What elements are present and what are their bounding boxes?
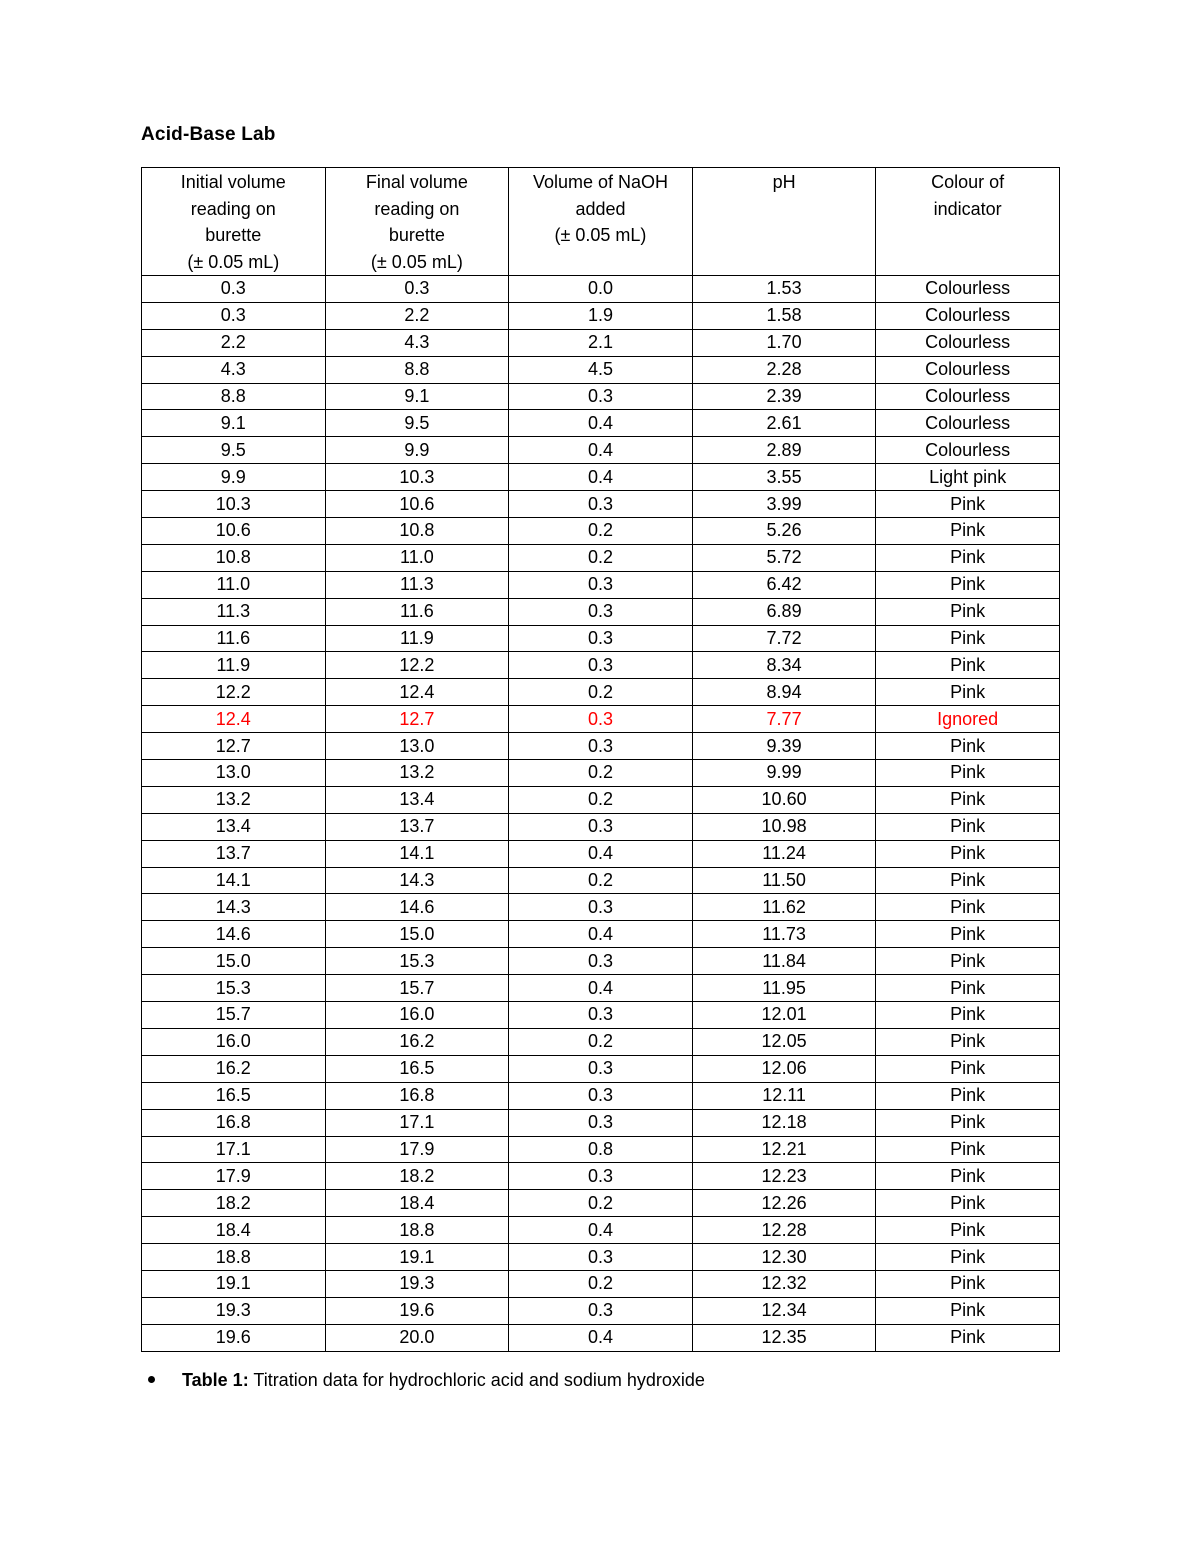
naoh-volume-cell: 0.3 bbox=[509, 652, 693, 679]
final-volume-cell: 14.3 bbox=[325, 867, 509, 894]
ph-cell: 11.73 bbox=[692, 921, 876, 948]
table-row bbox=[142, 975, 1060, 1002]
final-volume-cell: 19.1 bbox=[325, 1244, 509, 1271]
naoh-volume-cell: 0.3 bbox=[509, 1055, 693, 1082]
table-row bbox=[142, 1082, 1060, 1109]
indicator-colour-cell: Pink bbox=[876, 1244, 1060, 1271]
ph-cell: 12.32 bbox=[692, 1270, 876, 1297]
initial-volume-cell: 13.2 bbox=[142, 786, 326, 813]
final-volume-cell: 14.1 bbox=[325, 840, 509, 867]
table-row bbox=[142, 1217, 1060, 1244]
ph-cell: 9.39 bbox=[692, 733, 876, 760]
indicator-colour-cell: Light pink bbox=[876, 464, 1060, 491]
initial-volume-cell: 14.6 bbox=[142, 921, 326, 948]
table-row bbox=[142, 867, 1060, 894]
initial-volume-cell: 16.8 bbox=[142, 1109, 326, 1136]
ph-cell: 6.42 bbox=[692, 571, 876, 598]
naoh-volume-cell: 0.3 bbox=[509, 948, 693, 975]
ph-cell: 12.01 bbox=[692, 1002, 876, 1029]
caption-text: Titration data for hydrochloric acid and sodium hydroxide bbox=[248, 1370, 705, 1390]
page-title: Acid-Base Lab bbox=[141, 124, 276, 145]
indicator-colour-cell: Pink bbox=[876, 625, 1060, 652]
indicator-colour-cell: Ignored bbox=[876, 706, 1060, 733]
indicator-colour-cell: Pink bbox=[876, 652, 1060, 679]
ph-cell: 12.18 bbox=[692, 1109, 876, 1136]
table-row bbox=[142, 464, 1060, 491]
table-row bbox=[142, 437, 1060, 464]
final-volume-cell: 16.5 bbox=[325, 1055, 509, 1082]
initial-volume-cell: 0.3 bbox=[142, 302, 326, 329]
table-row bbox=[142, 786, 1060, 813]
ph-cell: 12.26 bbox=[692, 1190, 876, 1217]
ph-cell: 12.11 bbox=[692, 1082, 876, 1109]
indicator-colour-cell: Colourless bbox=[876, 383, 1060, 410]
final-volume-cell: 11.0 bbox=[325, 544, 509, 571]
naoh-volume-cell: 1.9 bbox=[509, 302, 693, 329]
table-row bbox=[142, 652, 1060, 679]
indicator-colour-cell: Colourless bbox=[876, 410, 1060, 437]
ph-cell: 9.99 bbox=[692, 760, 876, 787]
table-row bbox=[142, 625, 1060, 652]
final-volume-cell: 13.4 bbox=[325, 786, 509, 813]
table-row bbox=[142, 813, 1060, 840]
table-row bbox=[142, 302, 1060, 329]
ph-cell: 1.53 bbox=[692, 276, 876, 303]
final-volume-cell: 18.4 bbox=[325, 1190, 509, 1217]
final-volume-cell: 13.2 bbox=[325, 760, 509, 787]
initial-volume-cell: 16.5 bbox=[142, 1082, 326, 1109]
indicator-colour-cell: Pink bbox=[876, 544, 1060, 571]
table-row bbox=[142, 1270, 1060, 1297]
table-row bbox=[142, 491, 1060, 518]
indicator-colour-cell: Pink bbox=[876, 1324, 1060, 1351]
naoh-volume-cell: 0.4 bbox=[509, 975, 693, 1002]
naoh-volume-cell: 0.0 bbox=[509, 276, 693, 303]
naoh-volume-cell: 0.3 bbox=[509, 1297, 693, 1324]
naoh-volume-cell: 0.3 bbox=[509, 813, 693, 840]
table-row bbox=[142, 1190, 1060, 1217]
ph-cell: 7.77 bbox=[692, 706, 876, 733]
final-volume-cell: 8.8 bbox=[325, 356, 509, 383]
indicator-colour-cell: Pink bbox=[876, 1217, 1060, 1244]
final-volume-cell: 18.8 bbox=[325, 1217, 509, 1244]
final-volume-cell: 2.2 bbox=[325, 302, 509, 329]
ph-cell: 11.24 bbox=[692, 840, 876, 867]
indicator-colour-cell: Pink bbox=[876, 1002, 1060, 1029]
table-row bbox=[142, 1324, 1060, 1351]
final-volume-cell: 16.8 bbox=[325, 1082, 509, 1109]
initial-volume-cell: 15.3 bbox=[142, 975, 326, 1002]
naoh-volume-cell: 0.2 bbox=[509, 518, 693, 545]
final-volume-cell: 15.7 bbox=[325, 975, 509, 1002]
final-volume-cell: 9.1 bbox=[325, 383, 509, 410]
initial-volume-cell: 9.9 bbox=[142, 464, 326, 491]
indicator-colour-cell: Pink bbox=[876, 571, 1060, 598]
naoh-volume-cell: 0.4 bbox=[509, 921, 693, 948]
indicator-colour-cell: Pink bbox=[876, 1082, 1060, 1109]
indicator-colour-cell: Pink bbox=[876, 760, 1060, 787]
indicator-colour-cell: Colourless bbox=[876, 356, 1060, 383]
naoh-volume-cell: 0.3 bbox=[509, 1082, 693, 1109]
table-row bbox=[142, 1297, 1060, 1324]
indicator-colour-cell: Pink bbox=[876, 518, 1060, 545]
naoh-volume-cell: 0.3 bbox=[509, 598, 693, 625]
table-row bbox=[142, 598, 1060, 625]
initial-volume-cell: 14.1 bbox=[142, 867, 326, 894]
initial-volume-cell: 11.6 bbox=[142, 625, 326, 652]
final-volume-cell: 16.2 bbox=[325, 1028, 509, 1055]
indicator-colour-cell: Pink bbox=[876, 1136, 1060, 1163]
indicator-colour-cell: Pink bbox=[876, 1297, 1060, 1324]
table-row bbox=[142, 760, 1060, 787]
naoh-volume-cell: 2.1 bbox=[509, 329, 693, 356]
naoh-volume-cell: 0.3 bbox=[509, 706, 693, 733]
header-indicator-colour: Colour of indicator bbox=[876, 168, 1060, 276]
table-row bbox=[142, 1163, 1060, 1190]
header-final-volume: Final volume reading on burette (± 0.05 mL) bbox=[325, 168, 509, 276]
final-volume-cell: 13.7 bbox=[325, 813, 509, 840]
indicator-colour-cell: Pink bbox=[876, 598, 1060, 625]
final-volume-cell: 16.0 bbox=[325, 1002, 509, 1029]
final-volume-cell: 19.6 bbox=[325, 1297, 509, 1324]
ph-cell: 2.39 bbox=[692, 383, 876, 410]
final-volume-cell: 13.0 bbox=[325, 733, 509, 760]
ph-cell: 12.05 bbox=[692, 1028, 876, 1055]
final-volume-cell: 12.4 bbox=[325, 679, 509, 706]
ph-cell: 2.28 bbox=[692, 356, 876, 383]
table-header-row bbox=[142, 168, 1060, 276]
ph-cell: 12.30 bbox=[692, 1244, 876, 1271]
initial-volume-cell: 4.3 bbox=[142, 356, 326, 383]
final-volume-cell: 11.9 bbox=[325, 625, 509, 652]
table-row bbox=[142, 1002, 1060, 1029]
naoh-volume-cell: 0.2 bbox=[509, 786, 693, 813]
initial-volume-cell: 19.6 bbox=[142, 1324, 326, 1351]
ph-cell: 11.62 bbox=[692, 894, 876, 921]
initial-volume-cell: 12.4 bbox=[142, 706, 326, 733]
final-volume-cell: 14.6 bbox=[325, 894, 509, 921]
initial-volume-cell: 16.2 bbox=[142, 1055, 326, 1082]
initial-volume-cell: 13.0 bbox=[142, 760, 326, 787]
final-volume-cell: 10.3 bbox=[325, 464, 509, 491]
naoh-volume-cell: 0.4 bbox=[509, 1324, 693, 1351]
final-volume-cell: 12.7 bbox=[325, 706, 509, 733]
naoh-volume-cell: 0.2 bbox=[509, 760, 693, 787]
ph-cell: 6.89 bbox=[692, 598, 876, 625]
initial-volume-cell: 11.0 bbox=[142, 571, 326, 598]
indicator-colour-cell: Pink bbox=[876, 1055, 1060, 1082]
naoh-volume-cell: 0.2 bbox=[509, 544, 693, 571]
ph-cell: 2.61 bbox=[692, 410, 876, 437]
initial-volume-cell: 18.8 bbox=[142, 1244, 326, 1271]
initial-volume-cell: 19.3 bbox=[142, 1297, 326, 1324]
ph-cell: 8.94 bbox=[692, 679, 876, 706]
indicator-colour-cell: Pink bbox=[876, 894, 1060, 921]
ph-cell: 11.95 bbox=[692, 975, 876, 1002]
ph-cell: 12.28 bbox=[692, 1217, 876, 1244]
initial-volume-cell: 19.1 bbox=[142, 1270, 326, 1297]
initial-volume-cell: 11.3 bbox=[142, 598, 326, 625]
table-row bbox=[142, 733, 1060, 760]
final-volume-cell: 20.0 bbox=[325, 1324, 509, 1351]
indicator-colour-cell: Colourless bbox=[876, 437, 1060, 464]
initial-volume-cell: 18.4 bbox=[142, 1217, 326, 1244]
naoh-volume-cell: 0.3 bbox=[509, 571, 693, 598]
initial-volume-cell: 10.3 bbox=[142, 491, 326, 518]
initial-volume-cell: 10.6 bbox=[142, 518, 326, 545]
naoh-volume-cell: 0.3 bbox=[509, 1109, 693, 1136]
table-row bbox=[142, 1028, 1060, 1055]
indicator-colour-cell: Pink bbox=[876, 975, 1060, 1002]
initial-volume-cell: 16.0 bbox=[142, 1028, 326, 1055]
final-volume-cell: 18.2 bbox=[325, 1163, 509, 1190]
table-row bbox=[142, 383, 1060, 410]
caption-label: Table 1: bbox=[182, 1370, 249, 1390]
table-row bbox=[142, 571, 1060, 598]
table-row bbox=[142, 1136, 1060, 1163]
ph-cell: 8.34 bbox=[692, 652, 876, 679]
indicator-colour-cell: Pink bbox=[876, 679, 1060, 706]
final-volume-cell: 10.8 bbox=[325, 518, 509, 545]
final-volume-cell: 9.9 bbox=[325, 437, 509, 464]
table-row bbox=[142, 518, 1060, 545]
initial-volume-cell: 0.3 bbox=[142, 276, 326, 303]
naoh-volume-cell: 0.2 bbox=[509, 867, 693, 894]
table-row bbox=[142, 276, 1060, 303]
naoh-volume-cell: 0.4 bbox=[509, 1217, 693, 1244]
final-volume-cell: 11.3 bbox=[325, 571, 509, 598]
naoh-volume-cell: 0.4 bbox=[509, 464, 693, 491]
ph-cell: 3.99 bbox=[692, 491, 876, 518]
ph-cell: 12.23 bbox=[692, 1163, 876, 1190]
indicator-colour-cell: Pink bbox=[876, 1270, 1060, 1297]
indicator-colour-cell: Pink bbox=[876, 948, 1060, 975]
ph-cell: 1.70 bbox=[692, 329, 876, 356]
final-volume-cell: 4.3 bbox=[325, 329, 509, 356]
initial-volume-cell: 18.2 bbox=[142, 1190, 326, 1217]
table-body bbox=[142, 276, 1060, 1352]
final-volume-cell: 15.3 bbox=[325, 948, 509, 975]
table-caption bbox=[141, 1370, 705, 1391]
ph-cell: 5.72 bbox=[692, 544, 876, 571]
table-row bbox=[142, 1055, 1060, 1082]
indicator-colour-cell: Pink bbox=[876, 813, 1060, 840]
ph-cell: 11.84 bbox=[692, 948, 876, 975]
initial-volume-cell: 11.9 bbox=[142, 652, 326, 679]
indicator-colour-cell: Pink bbox=[876, 1163, 1060, 1190]
ph-cell: 12.34 bbox=[692, 1297, 876, 1324]
table-row bbox=[142, 921, 1060, 948]
final-volume-cell: 17.1 bbox=[325, 1109, 509, 1136]
final-volume-cell: 11.6 bbox=[325, 598, 509, 625]
naoh-volume-cell: 0.2 bbox=[509, 1190, 693, 1217]
table-row bbox=[142, 894, 1060, 921]
naoh-volume-cell: 0.8 bbox=[509, 1136, 693, 1163]
ph-cell: 10.98 bbox=[692, 813, 876, 840]
table-row bbox=[142, 329, 1060, 356]
ph-cell: 3.55 bbox=[692, 464, 876, 491]
ph-cell: 1.58 bbox=[692, 302, 876, 329]
naoh-volume-cell: 0.2 bbox=[509, 1270, 693, 1297]
indicator-colour-cell: Pink bbox=[876, 921, 1060, 948]
table-row bbox=[142, 544, 1060, 571]
naoh-volume-cell: 0.3 bbox=[509, 894, 693, 921]
naoh-volume-cell: 4.5 bbox=[509, 356, 693, 383]
final-volume-cell: 19.3 bbox=[325, 1270, 509, 1297]
final-volume-cell: 12.2 bbox=[325, 652, 509, 679]
initial-volume-cell: 8.8 bbox=[142, 383, 326, 410]
titration-table bbox=[141, 167, 1060, 1352]
ph-cell: 2.89 bbox=[692, 437, 876, 464]
initial-volume-cell: 14.3 bbox=[142, 894, 326, 921]
ph-cell: 7.72 bbox=[692, 625, 876, 652]
indicator-colour-cell: Colourless bbox=[876, 302, 1060, 329]
initial-volume-cell: 17.1 bbox=[142, 1136, 326, 1163]
initial-volume-cell: 17.9 bbox=[142, 1163, 326, 1190]
ph-cell: 11.50 bbox=[692, 867, 876, 894]
naoh-volume-cell: 0.3 bbox=[509, 491, 693, 518]
bullet-icon bbox=[148, 1376, 155, 1383]
naoh-volume-cell: 0.3 bbox=[509, 1002, 693, 1029]
indicator-colour-cell: Pink bbox=[876, 733, 1060, 760]
naoh-volume-cell: 0.2 bbox=[509, 679, 693, 706]
naoh-volume-cell: 0.4 bbox=[509, 410, 693, 437]
indicator-colour-cell: Pink bbox=[876, 840, 1060, 867]
ph-cell: 12.06 bbox=[692, 1055, 876, 1082]
ph-cell: 5.26 bbox=[692, 518, 876, 545]
header-ph: pH bbox=[692, 168, 876, 276]
naoh-volume-cell: 0.3 bbox=[509, 625, 693, 652]
table-row bbox=[142, 679, 1060, 706]
indicator-colour-cell: Pink bbox=[876, 786, 1060, 813]
initial-volume-cell: 13.4 bbox=[142, 813, 326, 840]
table-row bbox=[142, 356, 1060, 383]
naoh-volume-cell: 0.4 bbox=[509, 437, 693, 464]
ph-cell: 12.21 bbox=[692, 1136, 876, 1163]
header-naoh-volume: Volume of NaOH added (± 0.05 mL) bbox=[509, 168, 693, 276]
ph-cell: 10.60 bbox=[692, 786, 876, 813]
indicator-colour-cell: Pink bbox=[876, 491, 1060, 518]
indicator-colour-cell: Pink bbox=[876, 1028, 1060, 1055]
initial-volume-cell: 10.8 bbox=[142, 544, 326, 571]
naoh-volume-cell: 0.4 bbox=[509, 840, 693, 867]
naoh-volume-cell: 0.2 bbox=[509, 1028, 693, 1055]
naoh-volume-cell: 0.3 bbox=[509, 733, 693, 760]
header-initial-volume: Initial volume reading on burette (± 0.05 mL) bbox=[142, 168, 326, 276]
table-row bbox=[142, 1244, 1060, 1271]
final-volume-cell: 15.0 bbox=[325, 921, 509, 948]
table-row bbox=[142, 840, 1060, 867]
initial-volume-cell: 15.0 bbox=[142, 948, 326, 975]
final-volume-cell: 10.6 bbox=[325, 491, 509, 518]
final-volume-cell: 9.5 bbox=[325, 410, 509, 437]
table-row bbox=[142, 1109, 1060, 1136]
initial-volume-cell: 12.2 bbox=[142, 679, 326, 706]
naoh-volume-cell: 0.3 bbox=[509, 1163, 693, 1190]
indicator-colour-cell: Colourless bbox=[876, 329, 1060, 356]
final-volume-cell: 17.9 bbox=[325, 1136, 509, 1163]
naoh-volume-cell: 0.3 bbox=[509, 383, 693, 410]
table-row-ignored bbox=[142, 706, 1060, 733]
naoh-volume-cell: 0.3 bbox=[509, 1244, 693, 1271]
initial-volume-cell: 12.7 bbox=[142, 733, 326, 760]
initial-volume-cell: 15.7 bbox=[142, 1002, 326, 1029]
final-volume-cell: 0.3 bbox=[325, 276, 509, 303]
initial-volume-cell: 2.2 bbox=[142, 329, 326, 356]
initial-volume-cell: 13.7 bbox=[142, 840, 326, 867]
table-row bbox=[142, 410, 1060, 437]
indicator-colour-cell: Pink bbox=[876, 1190, 1060, 1217]
table-row bbox=[142, 948, 1060, 975]
initial-volume-cell: 9.1 bbox=[142, 410, 326, 437]
indicator-colour-cell: Colourless bbox=[876, 276, 1060, 303]
indicator-colour-cell: Pink bbox=[876, 1109, 1060, 1136]
indicator-colour-cell: Pink bbox=[876, 867, 1060, 894]
initial-volume-cell: 9.5 bbox=[142, 437, 326, 464]
ph-cell: 12.35 bbox=[692, 1324, 876, 1351]
